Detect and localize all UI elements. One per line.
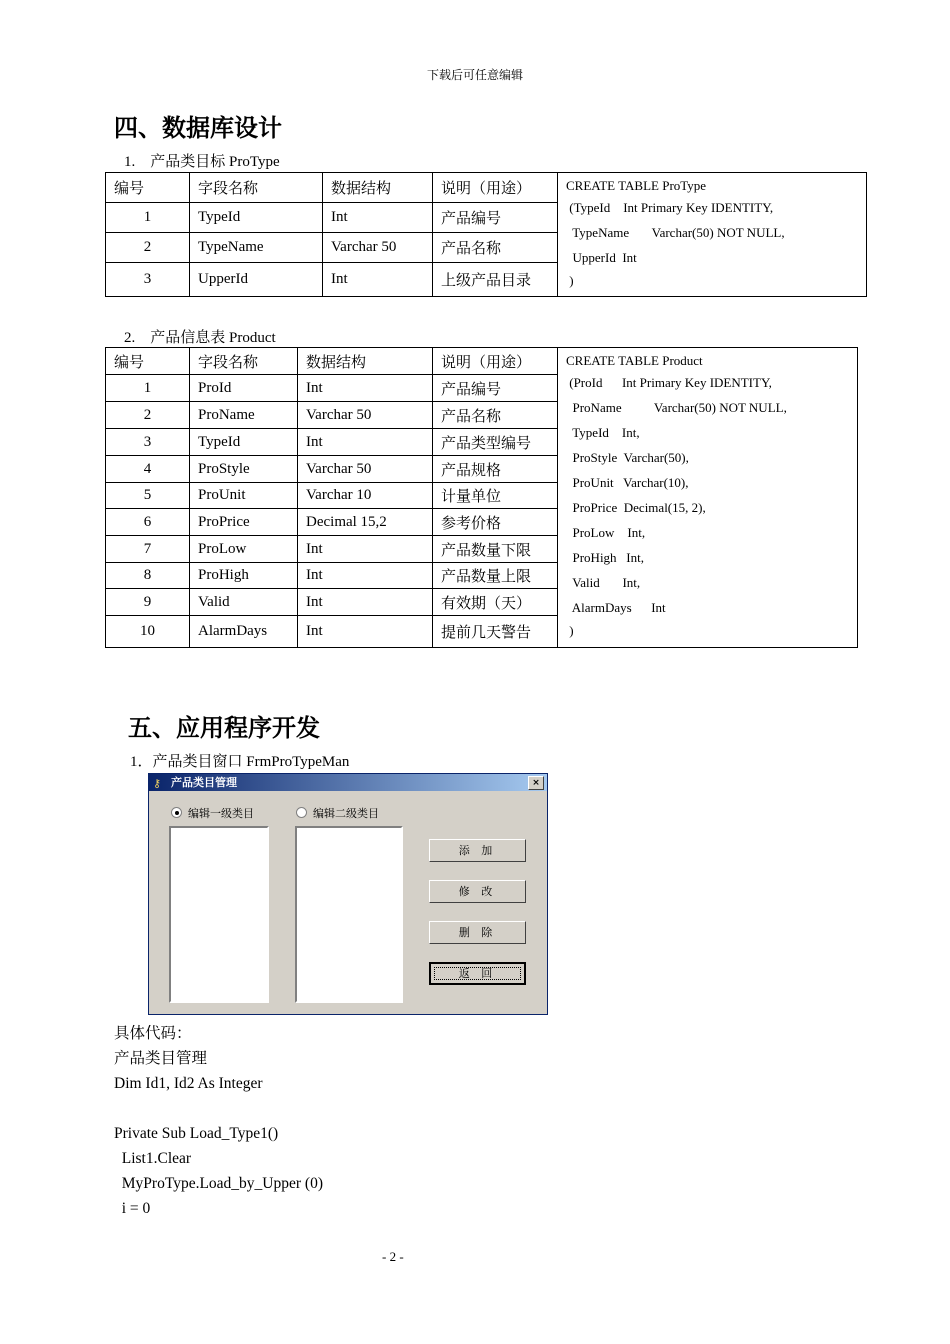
cell: 2 <box>106 402 190 429</box>
code-line: 具体代码： <box>114 1025 192 1042</box>
cell: Int <box>323 203 433 233</box>
code-line <box>114 1096 323 1121</box>
close-button[interactable]: × <box>528 776 544 790</box>
radio-level1[interactable] <box>171 805 254 821</box>
sql-line: ProStyle Varchar(50), <box>566 450 689 465</box>
sql-line: CREATE TABLE ProType <box>566 178 707 193</box>
sql-line: ) <box>566 273 574 288</box>
code-line: Dim Id1, Id2 As Integer <box>114 1075 263 1092</box>
radio-checked-icon <box>171 807 182 818</box>
cell: Valid <box>190 589 298 616</box>
cell: 8 <box>106 563 190 589</box>
cell: Int <box>298 536 433 563</box>
cell: 产品规格 <box>433 456 558 483</box>
cell: 产品名称 <box>433 402 558 429</box>
code-line: List1.Clear <box>114 1150 192 1167</box>
sql-line: ProPrice Decimal(15, 2), <box>566 500 706 515</box>
sql-line: ProHigh Int, <box>566 550 644 565</box>
cell: 7 <box>106 536 190 563</box>
cell: 2 <box>106 233 190 263</box>
cell: TypeName <box>190 233 323 263</box>
section5-subtitle: 1．产品类目窗口 FrmProTypeMan <box>130 754 350 770</box>
sql-line: CREATE TABLE Product <box>566 353 703 368</box>
sql-line: ProName Varchar(50) NOT NULL, <box>566 400 787 415</box>
cell: 产品类型编号 <box>433 429 558 456</box>
cell: ProLow <box>190 536 298 563</box>
header-cell: 数据结构 <box>323 173 433 203</box>
cell: 10 <box>106 616 190 648</box>
sql-line: (ProId Int Primary Key IDENTITY, <box>566 375 772 390</box>
header-cell: 字段名称 <box>190 348 298 375</box>
cell: Varchar 50 <box>298 456 433 483</box>
code-block <box>114 1021 323 1221</box>
cell: Int <box>298 616 433 648</box>
sql-line: ProLow Int, <box>566 525 646 540</box>
cell: 3 <box>106 429 190 456</box>
cell: 参考价格 <box>433 509 558 536</box>
header-cell: 字段名称 <box>190 173 323 203</box>
sql-line: Valid Int, <box>566 575 641 590</box>
cell: ProName <box>190 402 298 429</box>
sql-line: (TypeId Int Primary Key IDENTITY, <box>566 200 774 215</box>
cell: 产品数量下限 <box>433 536 558 563</box>
header-cell: 数据结构 <box>298 348 433 375</box>
code-line: i = 0 <box>114 1200 151 1217</box>
section5-title: 五、应用程序开发 <box>128 714 320 742</box>
return-button[interactable]: 返 回 <box>429 962 526 985</box>
header-cell: 编号 <box>106 173 190 203</box>
page-number: - 2 - <box>382 1249 404 1264</box>
cell: Int <box>298 375 433 402</box>
code-line: MyProType.Load_by_Upper (0) <box>114 1175 323 1192</box>
cell: Varchar 50 <box>323 233 433 263</box>
cell: TypeId <box>190 429 298 456</box>
cell: 5 <box>106 483 190 509</box>
cell: Varchar 10 <box>298 483 433 509</box>
radio-level2-label: 编辑二级类目 <box>313 807 379 820</box>
key-icon: ⚷ <box>153 777 162 790</box>
code-line: Private Sub Load_Type1() <box>114 1125 279 1142</box>
cell: 4 <box>106 456 190 483</box>
list2[interactable] <box>295 826 403 1003</box>
dialog-title: 产品类目管理 <box>171 776 237 789</box>
cell: 9 <box>106 589 190 616</box>
code-line: 产品类目管理 <box>114 1050 208 1067</box>
cell: Int <box>298 429 433 456</box>
cell: 6 <box>106 509 190 536</box>
list1[interactable] <box>169 826 269 1003</box>
dialog-titlebar[interactable] <box>149 774 547 791</box>
cell: 计量单位 <box>433 483 558 509</box>
sql-line: ProUnit Varchar(10), <box>566 475 689 490</box>
cell: 1 <box>106 375 190 402</box>
sql-line: UpperId Int <box>566 250 637 265</box>
protype-dialog <box>148 773 548 1015</box>
cell: ProPrice <box>190 509 298 536</box>
sql-cell <box>558 348 858 648</box>
cell: Int <box>298 563 433 589</box>
cell: ProHigh <box>190 563 298 589</box>
cell: ProStyle <box>190 456 298 483</box>
protype-table <box>105 172 867 297</box>
radio-unchecked-icon <box>296 807 307 818</box>
cell: 3 <box>106 263 190 297</box>
product-table <box>105 347 858 648</box>
cell: Int <box>323 263 433 297</box>
cell: UpperId <box>190 263 323 297</box>
cell: Varchar 50 <box>298 402 433 429</box>
table1-caption: 1. 产品类目标 ProType <box>124 154 280 170</box>
cell: 产品数量上限 <box>433 563 558 589</box>
cell: 有效期（天） <box>433 589 558 616</box>
cell: ProUnit <box>190 483 298 509</box>
table2-caption: 2. 产品信息表 Product <box>124 330 276 346</box>
radio-level2[interactable] <box>296 805 379 821</box>
cell: 产品编号 <box>433 375 558 402</box>
cell: AlarmDays <box>190 616 298 648</box>
delete-button[interactable]: 删 除 <box>429 921 526 944</box>
cell: 产品编号 <box>433 203 558 233</box>
sql-line: TypeId Int, <box>566 425 640 440</box>
cell: ProId <box>190 375 298 402</box>
cell: 产品名称 <box>433 233 558 263</box>
sql-line: ) <box>566 623 574 638</box>
add-button[interactable]: 添 加 <box>429 839 526 862</box>
header-cell: 说明（用途） <box>433 173 558 203</box>
section4-title: 四、数据库设计 <box>114 114 282 142</box>
sql-line: TypeName Varchar(50) NOT NULL, <box>566 225 785 240</box>
cell: TypeId <box>190 203 323 233</box>
sql-cell <box>558 173 867 297</box>
cell: Int <box>298 589 433 616</box>
radio-level1-label: 编辑一级类目 <box>188 807 254 820</box>
cell: 提前几天警告 <box>433 616 558 648</box>
page-header: 下载后可任意编辑 <box>426 68 523 82</box>
cell: 上级产品目录 <box>433 263 558 297</box>
edit-button[interactable]: 修 改 <box>429 880 526 903</box>
header-cell: 编号 <box>106 348 190 375</box>
header-cell: 说明（用途） <box>433 348 558 375</box>
cell: Decimal 15,2 <box>298 509 433 536</box>
cell: 1 <box>106 203 190 233</box>
sql-line: AlarmDays Int <box>566 600 666 615</box>
